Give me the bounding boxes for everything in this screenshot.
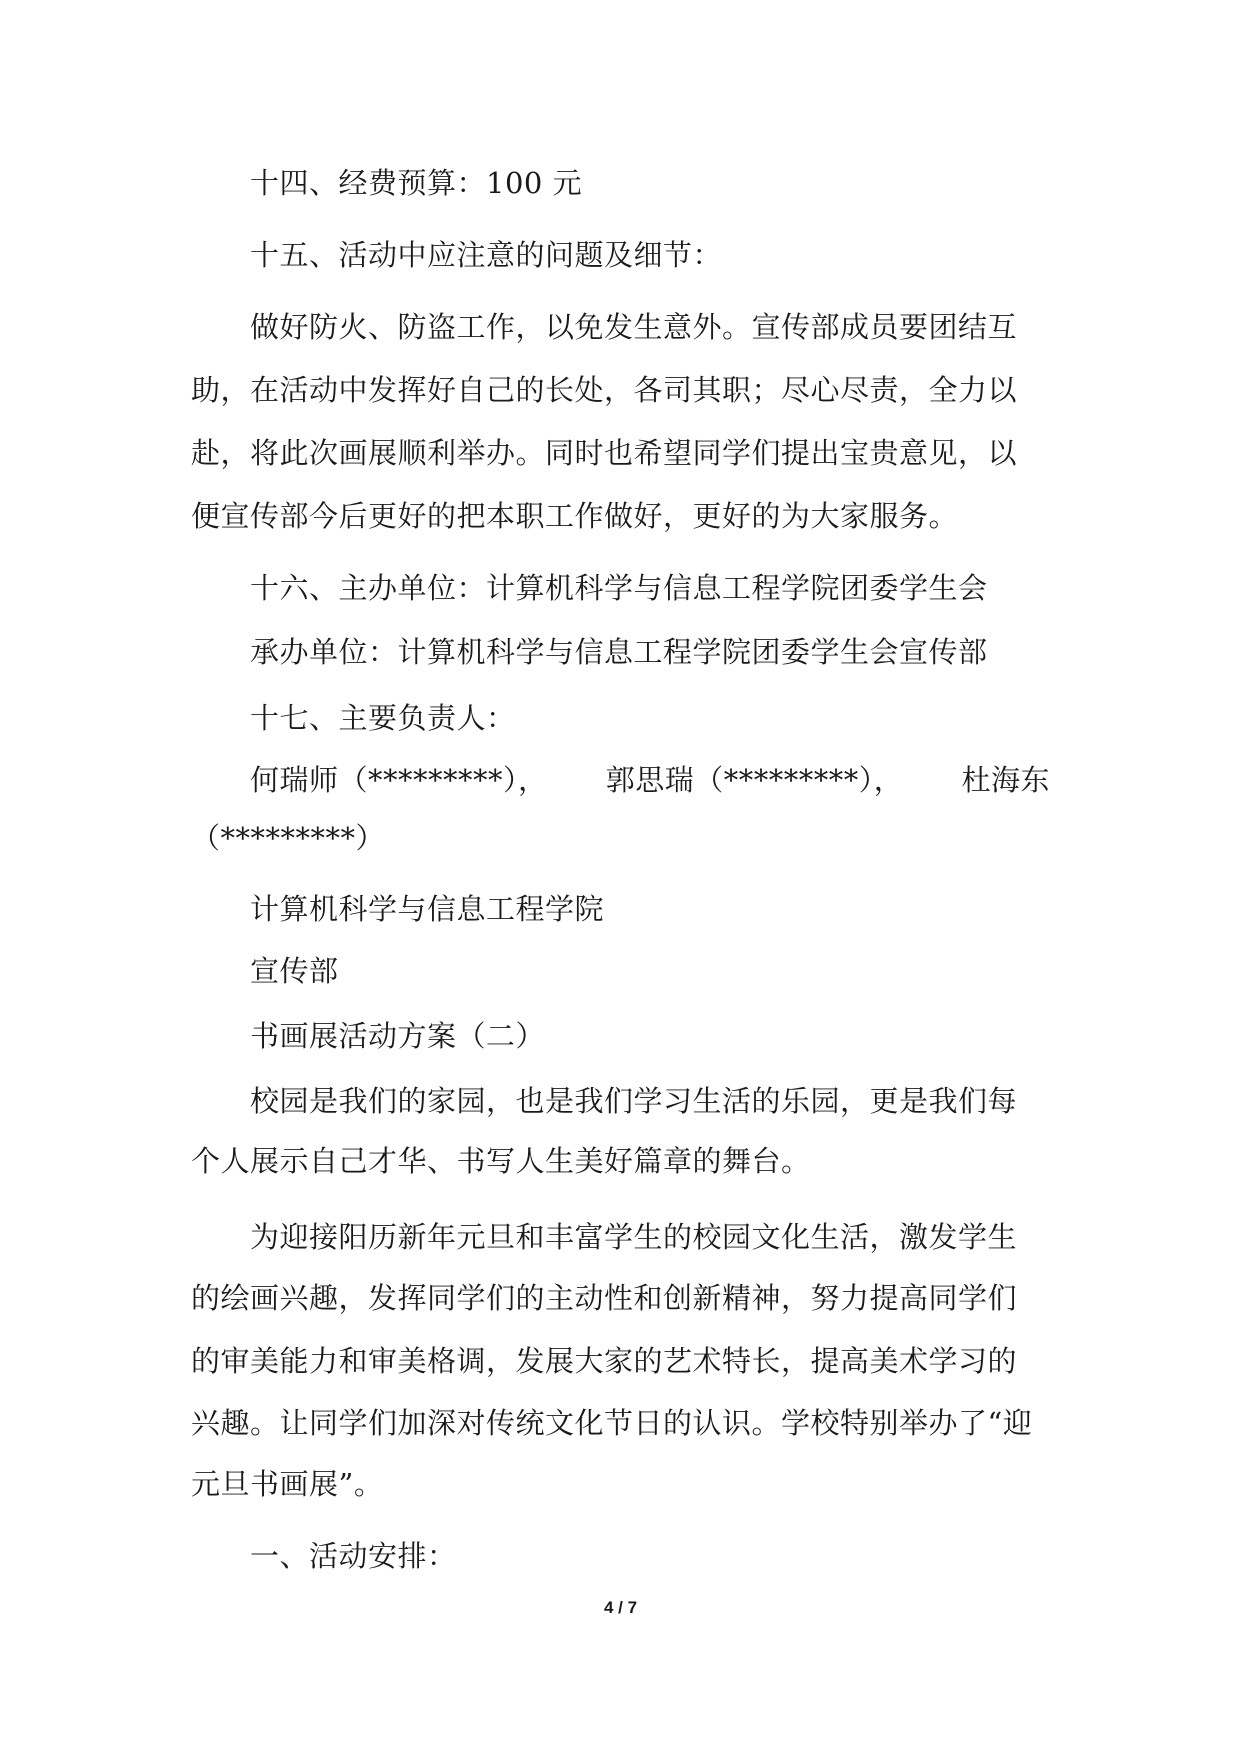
signature-school: 计算机科学与信息工程学院 [250, 892, 605, 926]
paragraph-line: 个人展示自己才华、书写人生美好篇章的舞台。 [191, 1144, 811, 1178]
paragraph-line: 做好防火、防盗工作，以免发生意外。宣传部成员要团结互 [250, 310, 1018, 344]
responsible-person-2: 郭思瑞（*********）， [605, 763, 904, 797]
paragraph-line: 兴趣。让同学们加深对传统文化节日的认识。学校特别举办了“迎 [191, 1406, 1033, 1440]
responsible-persons-line [250, 762, 1050, 798]
responsible-persons-continuation: （*********） [191, 821, 386, 855]
paragraph-line: 元旦书画展”。 [191, 1467, 384, 1501]
paragraph-line: 的绘画兴趣，发挥同学们的主动性和创新精神，努力提高同学们 [191, 1281, 1018, 1315]
responsible-person-1: 何瑞师（*********）， [250, 763, 548, 797]
signature-department: 宣传部 [250, 954, 339, 988]
notes-heading: 十五、活动中应注意的问题及细节： [250, 238, 723, 272]
paragraph-line: 校园是我们的家园，也是我们学习生活的乐园，更是我们每 [250, 1084, 1018, 1118]
responsible-heading: 十七、主要负责人： [250, 701, 516, 735]
paragraph-line: 助，在活动中发挥好自己的长处，各司其职；尽心尽责，全力以 [191, 373, 1018, 407]
paragraph-line: 为迎接阳历新年元旦和丰富学生的校园文化生活，激发学生 [250, 1220, 1018, 1254]
responsible-person-3: 杜海东 [961, 763, 1050, 797]
paragraph-line: 的审美能力和审美格调，发展大家的艺术特长，提高美术学习的 [191, 1344, 1018, 1378]
section-title: 书画展活动方案（二） [250, 1019, 546, 1053]
host-unit-line: 十六、主办单位：计算机科学与信息工程学院团委学生会 [250, 571, 988, 605]
paragraph-line: 赴，将此次画展顺利举办。同时也希望同学们提出宝贵意见，以 [191, 436, 1018, 470]
budget-line: 十四、经费预算：100 元 [250, 166, 583, 200]
organizer-unit-line: 承办单位：计算机科学与信息工程学院团委学生会宣传部 [250, 635, 988, 669]
activity-arrangement-heading: 一、活动安排： [250, 1539, 457, 1573]
paragraph-line: 便宣传部今后更好的把本职工作做好，更好的为大家服务。 [191, 499, 959, 533]
page-number: 4 / 7 [603, 1598, 638, 1617]
